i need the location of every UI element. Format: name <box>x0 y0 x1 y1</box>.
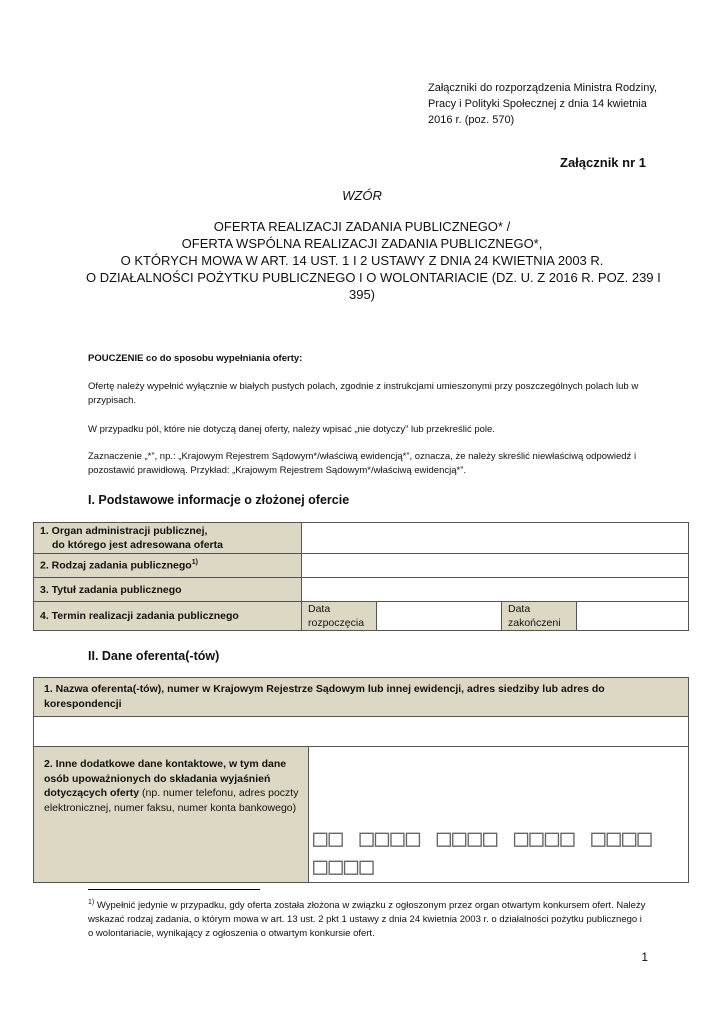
regulation-header-note: Załączniki do rozporządzenia Ministra Rodziny, Pracy i Polityki Społecznej z dnia 14 kwietnia 2016 r. (poz. 570) <box>428 82 658 126</box>
input-task-type[interactable] <box>302 554 689 578</box>
notice-paragraph: W przypadku pól, które nie dotyczą danej oferty, należy wpisać „nie dotyczy” lub przekreślić pole. <box>88 424 495 435</box>
label-contact-data: 2. Inne dodatkowe dane kontaktowe, w tym dane osób upoważnionych do składania wyjaśnień dotyczących oferty (np. numer telefonu, adres poczty elektronicznej, numer faksu, numer konta bankowego) <box>34 747 309 883</box>
input-end-date[interactable] <box>577 602 689 631</box>
label-task-type: 2. Rodzaj zadania publicznego$^{1)}$ <box>34 554 302 578</box>
notice-paragraph: Ofertę należy wypełnić wyłącznie w białych pustych polach, zgodnie z instrukcjami umieszonymi przy poszczególnych polach lub w przypisach. <box>88 381 639 406</box>
title-line: OFERTA REALIZACJI ZADANIA PUBLICZNEGO* / <box>213 219 511 234</box>
label-authority: 1. Organ administracji publicznej, do którego jest adresowana oferta <box>34 523 302 554</box>
title-line: O KTÓRYCH MOWA W ART. 14 UST. 1 I 2 USTAWY Z DNIA 24 KWIETNIA 2003 R. <box>120 253 604 268</box>
character-box-placeholder: □□□□ <box>313 852 375 880</box>
notice-paragraph: Zaznaczenie „*”, np.: „Krajowym Rejestrem Sądowym*/właściwą ewidencją*”, oznacza, że należy skreślić niewłaściwą odpowiedź i pozostawić prawidłową. Przykład: „Krajowym Rejestrem Sądowym*/właściwą ewidencją*”. <box>88 451 637 476</box>
document-title <box>86 218 661 303</box>
offeror-data-table <box>33 677 689 883</box>
input-authority[interactable] <box>302 523 689 554</box>
label-task-term: 4. Termin realizacji zadania publicznego <box>34 602 302 631</box>
character-box-placeholder: □□ □□□□ □□□□ □□□□ □□□□ <box>313 824 653 852</box>
label-end-date: Data zakończeni <box>502 602 577 631</box>
input-start-date[interactable] <box>377 602 502 631</box>
annex-number: Załącznik nr 1 <box>560 155 646 170</box>
label-offeror-name: 1. Nazwa oferenta(-tów), numer w Krajowym Rejestrze Sądowym lub innej ewidencji, adres siedziby lub adres do korespondencji <box>34 678 689 717</box>
notice-heading: POUCZENIE co do sposobu wypełniania oferty: <box>88 353 303 364</box>
basic-info-table <box>33 522 689 631</box>
input-contact-data[interactable] <box>309 747 689 883</box>
page-number: 1 <box>641 950 648 964</box>
footnote-divider <box>88 889 260 890</box>
footnote: $^{1)}$ Wypełnić jedynie w przypadku, gdy oferta została złożona w związku z ogłoszonym przez organ otwartym konkursem ofert. Należy wskazać rodzaj zadania, o którym mowa w art. 13 ust. 2 pkt 1 ustawy z dnia 24 kwietnia 2003 r. o działalności pożytku publicznego i o wolontariacie, wynikający z ogłoszenia o otwartym konkursie ofert. <box>88 899 646 940</box>
section-1-heading: I. Podstawowe informacje o złożonej ofercie <box>88 493 350 507</box>
section-2-heading: II. Dane oferenta(-tów) <box>88 649 220 663</box>
title-line: 395) <box>348 287 376 302</box>
label-task-title: 3. Tytuł zadania publicznego <box>34 578 302 602</box>
template-label: WZÓR <box>342 188 382 203</box>
title-line: OFERTA WSPÓLNA REALIZACJI ZADANIA PUBLICZNEGO*, <box>181 236 543 251</box>
label-start-date: Data rozpoczęcia <box>302 602 377 631</box>
input-task-title[interactable] <box>302 578 689 602</box>
input-offeror-name[interactable] <box>34 717 689 747</box>
title-line: O DZIAŁALNOŚCI POŻYTKU PUBLICZNEGO I O WOLONTARIACIE (DZ. U. Z 2016 R. POZ. 239 I <box>86 270 661 285</box>
